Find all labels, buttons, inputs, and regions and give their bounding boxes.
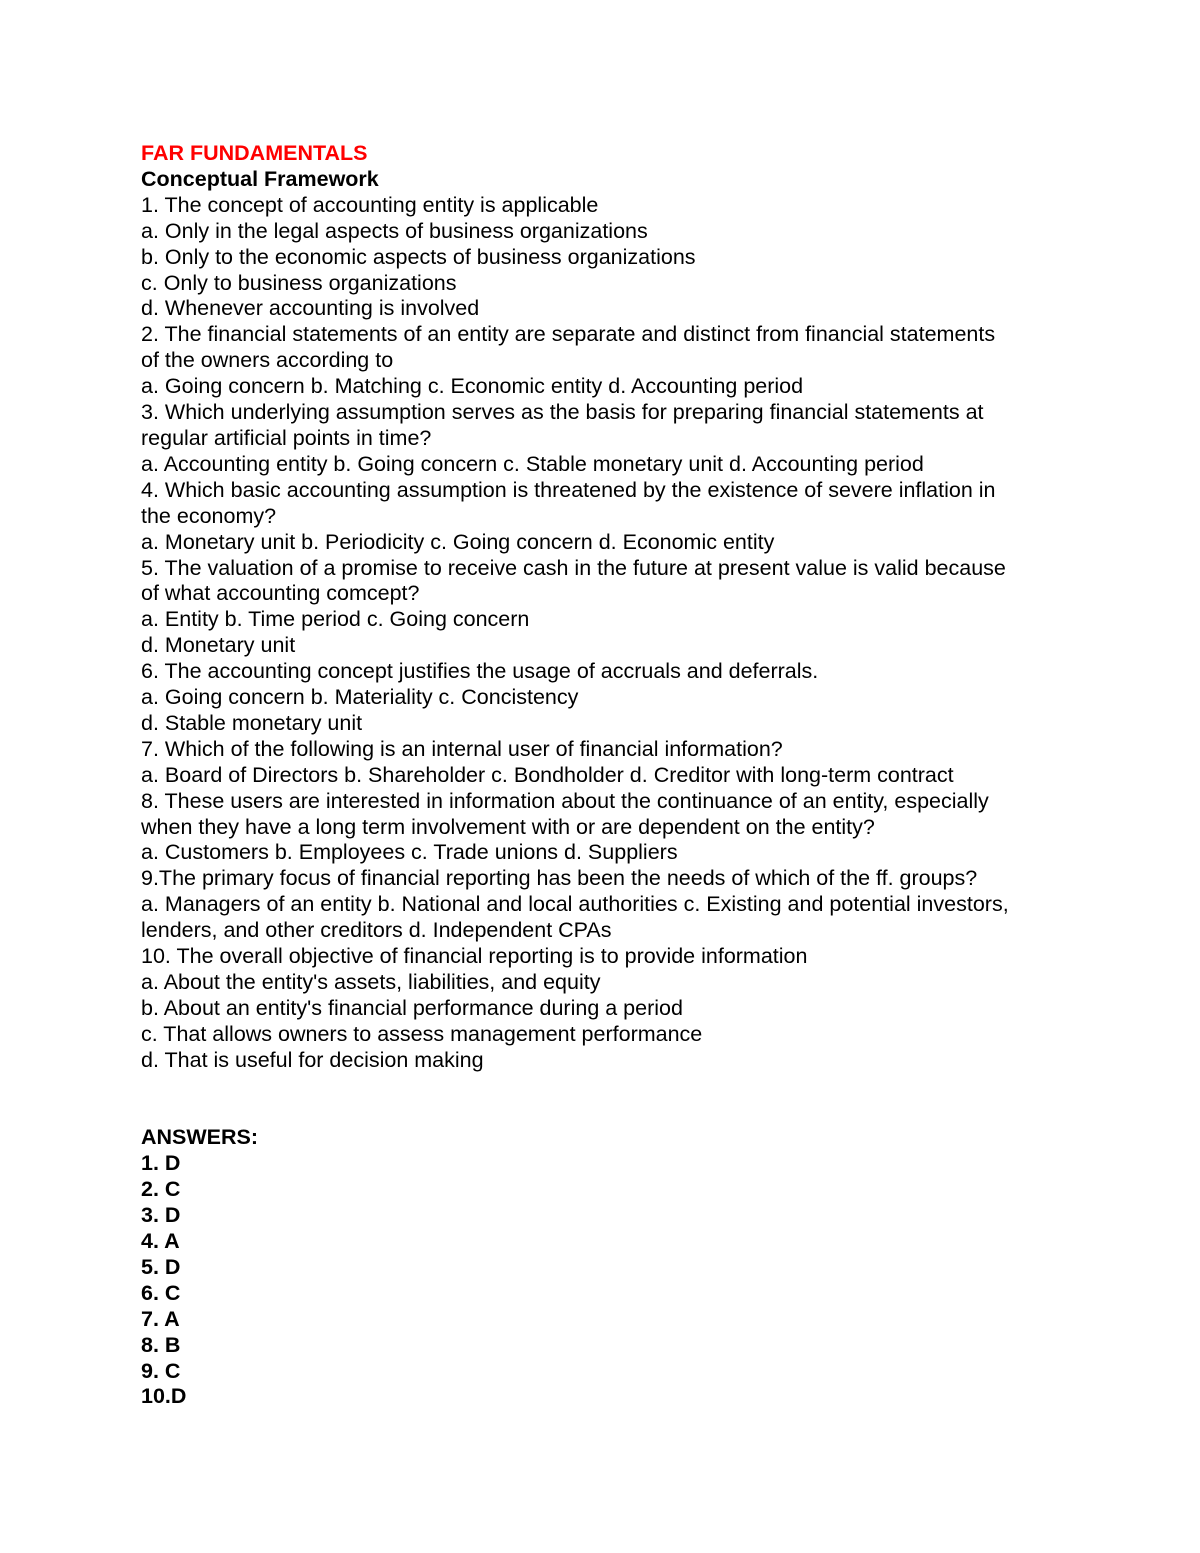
choice-line: a. Entity b. Time period c. Going concern [141, 607, 530, 632]
question-line: when they have a long term involvement with or are dependent on the entity? [141, 814, 875, 839]
question-line: 4. Which basic accounting assumption is threatened by the existence of severe inflation in [141, 477, 996, 502]
question-line: regular artificial points in time? [141, 425, 432, 450]
choice-line: d. That is useful for decision making [141, 1047, 484, 1072]
choice-line: a. Accounting entity b. Going concern c. Stable monetary unit d. Accounting period [141, 451, 924, 476]
answer-item: 5. D [141, 1254, 181, 1279]
answer-item: 4. A [141, 1229, 180, 1254]
choice-line: a. Customers b. Employees c. Trade unions d. Suppliers [141, 840, 678, 865]
question-line: 9.The primary focus of financial reporting has been the needs of which of the ff. groups? [141, 866, 978, 891]
choice-line: c. Only to business organizations [141, 270, 457, 295]
choice-line: a. About the entity's assets, liabilities, and equity [141, 970, 601, 994]
answer-item: 1. D [141, 1151, 181, 1176]
answer-item: 3. D [141, 1203, 181, 1228]
question-line: 5. The valuation of a promise to receive cash in the future at present value is valid because [141, 555, 1006, 580]
question-line: of the owners according to [141, 348, 394, 373]
answer-item: 8. B [141, 1332, 181, 1357]
question-line: 6. The accounting concept justifies the usage of accruals and deferrals. [141, 659, 819, 684]
answer-item: 6. C [141, 1280, 181, 1305]
question-line: 2. The financial statements of an entity are separate and distinct from financial statements [141, 322, 996, 347]
answer-list [141, 1151, 1081, 1410]
answer-item: 10.D [141, 1384, 187, 1409]
section-heading: Conceptual Framework [141, 166, 379, 191]
choice-line: d. Whenever accounting is involved [141, 296, 480, 321]
answers-heading: ANSWERS: [141, 1125, 259, 1150]
choice-line: a. Managers of an entity b. National and local authorities c. Existing and potential investors, [141, 892, 1009, 917]
choice-line: a. Going concern b. Matching c. Economic entity d. Accounting period [141, 374, 804, 399]
choice-line: lenders, and other creditors d. Independent CPAs [141, 918, 612, 943]
choice-line: b. About an entity's financial performance during a period [141, 995, 683, 1020]
question-line: 7. Which of the following is an internal user of financial information? [141, 736, 783, 761]
choice-line: c. That allows owners to assess management performance [141, 1021, 703, 1046]
question-line: the economy? [141, 503, 277, 528]
question-list [141, 193, 1081, 1074]
choice-line: b. Only to the economic aspects of business organizations [141, 244, 696, 269]
document-page [141, 141, 1081, 1410]
section-spacer [141, 1074, 1081, 1126]
choice-line: d. Monetary unit [141, 633, 296, 658]
choice-line: a. Board of Directors b. Shareholder c. Bondholder d. Creditor with long-term contract [141, 762, 954, 787]
question-line: of what accounting comcept? [141, 581, 420, 606]
choice-line: a. Only in the legal aspects of business organizations [141, 218, 648, 243]
choice-line: a. Monetary unit b. Periodicity c. Going concern d. Economic entity [141, 529, 775, 554]
question-line: 3. Which underlying assumption serves as the basis for preparing financial statements at [141, 400, 984, 425]
answer-item: 7. A [141, 1306, 180, 1331]
choice-line: a. Going concern b. Materiality c. Concistency [141, 685, 579, 710]
answer-item: 2. C [141, 1177, 181, 1202]
question-line: 10. The overall objective of financial reporting is to provide information [141, 944, 808, 969]
question-line: 8. These users are interested in information about the continuance of an entity, especially [141, 788, 989, 813]
question-line: 1. The concept of accounting entity is applicable [141, 192, 599, 217]
document-title: FAR FUNDAMENTALS [141, 141, 368, 165]
answer-item: 9. C [141, 1358, 181, 1383]
choice-line: d. Stable monetary unit [141, 710, 363, 735]
